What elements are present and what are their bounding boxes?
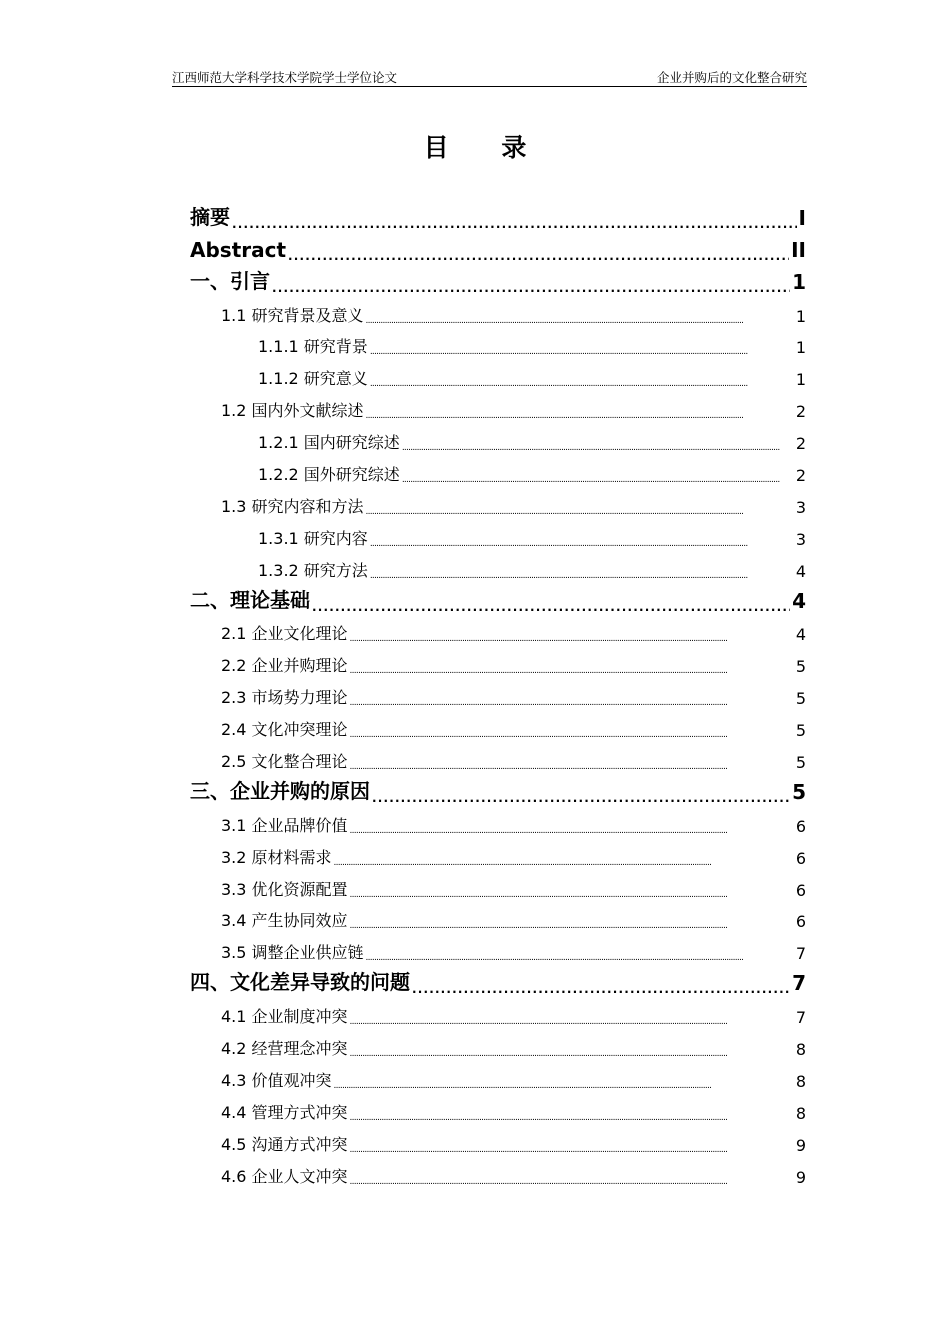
toc-entry-page: 6 xyxy=(795,816,806,836)
toc-entry[interactable] xyxy=(190,585,806,617)
toc-entry[interactable] xyxy=(190,840,806,872)
toc-leader-dots xyxy=(334,1082,794,1091)
toc-entry[interactable] xyxy=(190,521,806,553)
toc-entry[interactable] xyxy=(190,935,806,967)
toc-leader-dots xyxy=(350,667,794,676)
toc-entry-page: 3 xyxy=(795,497,806,517)
header-thesis-title: 企业并购后的文化整合研究 xyxy=(656,70,807,85)
toc-entry-label: 4.5 沟通方式冲突 xyxy=(221,1134,348,1154)
toc-entry-page: 6 xyxy=(795,880,806,900)
toc-title: 目 录 xyxy=(423,133,549,162)
toc-entry[interactable] xyxy=(190,872,806,904)
toc-leader-dots xyxy=(350,699,794,708)
toc-entry-page: 3 xyxy=(795,529,806,549)
toc-entry[interactable] xyxy=(190,553,806,585)
toc-leader-dots xyxy=(288,250,789,262)
toc-entry-page: 5 xyxy=(795,657,806,677)
toc-entry[interactable] xyxy=(190,744,806,776)
table-of-contents xyxy=(190,202,806,1191)
toc-entry-page: 5 xyxy=(795,721,806,741)
toc-leader-dots xyxy=(370,348,794,357)
toc-entry-label: 1.1.2 研究意义 xyxy=(258,369,368,389)
toc-entry[interactable] xyxy=(190,712,806,744)
toc-entry-page: II xyxy=(791,237,806,262)
toc-entry[interactable] xyxy=(190,1127,806,1159)
toc-leader-dots xyxy=(350,1146,794,1155)
toc-leader-dots xyxy=(402,476,794,485)
toc-entry-label: 三、企业并购的原因 xyxy=(190,778,370,803)
toc-entry-label: 四、文化差异导致的问题 xyxy=(190,970,410,995)
toc-leader-dots xyxy=(350,731,794,740)
toc-entry-label: 二、理论基础 xyxy=(190,587,310,612)
toc-entry-label: 4.1 企业制度冲突 xyxy=(221,1007,348,1027)
toc-entry[interactable] xyxy=(190,776,806,808)
toc-entry[interactable] xyxy=(190,967,806,999)
toc-entry-page: 6 xyxy=(795,848,806,868)
toc-entry[interactable] xyxy=(190,808,806,840)
toc-entry[interactable] xyxy=(190,1063,806,1095)
toc-leader-dots xyxy=(370,380,794,389)
toc-entry-label: 1.1.1 研究背景 xyxy=(258,337,368,357)
toc-entry-label: 4.6 企业人文冲突 xyxy=(221,1166,348,1186)
toc-entry[interactable] xyxy=(190,680,806,712)
toc-entry-page: 4 xyxy=(795,625,806,645)
toc-entry[interactable] xyxy=(190,393,806,425)
toc-entry-label: 2.3 市场势力理论 xyxy=(221,688,348,708)
toc-entry-label: 2.2 企业并购理论 xyxy=(221,656,348,676)
toc-leader-dots xyxy=(350,891,794,900)
toc-leader-dots xyxy=(350,635,794,644)
toc-entry[interactable] xyxy=(190,425,806,457)
toc-leader-dots xyxy=(412,983,790,995)
toc-entry-label: 2.5 文化整合理论 xyxy=(221,752,348,772)
toc-entry-label: 3.5 调整企业供应链 xyxy=(221,943,364,963)
toc-entry[interactable] xyxy=(190,202,806,234)
toc-entry-page: I xyxy=(798,205,806,230)
toc-entry-label: 3.3 优化资源配置 xyxy=(221,879,348,899)
toc-leader-dots xyxy=(350,827,794,836)
toc-entry[interactable] xyxy=(190,1031,806,1063)
toc-entry[interactable] xyxy=(190,457,806,489)
toc-entry-page: 7 xyxy=(795,944,806,964)
toc-entry-page: 2 xyxy=(795,402,806,422)
toc-entry-label: Abstract xyxy=(190,237,287,262)
toc-entry-label: 一、引言 xyxy=(190,268,270,293)
toc-entry-label: 3.1 企业品牌价值 xyxy=(221,815,348,835)
header-school: 江西师范大学科学技术学院学士学位论文 xyxy=(172,70,398,85)
toc-entry-page: 4 xyxy=(792,588,806,613)
toc-leader-dots xyxy=(350,1178,794,1187)
toc-leader-dots xyxy=(232,218,797,230)
toc-entry-page: 5 xyxy=(795,689,806,709)
toc-leader-dots xyxy=(312,601,790,613)
toc-entry-page: 9 xyxy=(795,1135,806,1155)
toc-entry-page: 1 xyxy=(792,269,806,294)
toc-entry-label: 3.4 产生协同效应 xyxy=(221,911,348,931)
toc-entry[interactable] xyxy=(190,298,806,330)
toc-leader-dots xyxy=(372,792,790,804)
toc-entry-label: 2.4 文化冲突理论 xyxy=(221,720,348,740)
toc-entry-label: 1.2.2 国外研究综述 xyxy=(258,465,400,485)
toc-entry-label: 2.1 企业文化理论 xyxy=(221,624,348,644)
toc-leader-dots xyxy=(334,859,794,868)
toc-entry-label: 3.2 原材料需求 xyxy=(221,847,332,867)
toc-entry-page: 1 xyxy=(795,306,806,326)
toc-entry-label: 1.3 研究内容和方法 xyxy=(221,496,364,516)
toc-leader-dots xyxy=(366,317,794,326)
toc-entry-page: 5 xyxy=(792,779,806,804)
toc-entry-label: 1.2.1 国内研究综述 xyxy=(258,433,400,453)
toc-entry[interactable] xyxy=(190,330,806,362)
toc-entry[interactable] xyxy=(190,617,806,649)
toc-entry[interactable] xyxy=(190,1159,806,1191)
toc-entry-label: 1.3.2 研究方法 xyxy=(258,560,368,580)
toc-entry-label: 摘要 xyxy=(190,204,230,229)
toc-entry-label: 4.2 经营理念冲突 xyxy=(221,1039,348,1059)
toc-leader-dots xyxy=(350,1050,794,1059)
toc-entry-page: 8 xyxy=(795,1040,806,1060)
toc-entry-page: 7 xyxy=(792,971,806,996)
toc-leader-dots xyxy=(402,444,794,453)
toc-leader-dots xyxy=(350,922,794,931)
toc-entry[interactable] xyxy=(190,648,806,680)
toc-entry-page: 9 xyxy=(795,1167,806,1187)
toc-entry[interactable] xyxy=(190,1095,806,1127)
toc-entry[interactable] xyxy=(190,489,806,521)
toc-entry[interactable] xyxy=(190,234,806,266)
toc-entry-page: 4 xyxy=(795,561,806,581)
toc-entry[interactable] xyxy=(190,266,806,298)
toc-entry-page: 2 xyxy=(795,466,806,486)
toc-entry-page: 2 xyxy=(795,434,806,454)
toc-entry-label: 1.2 国内外文献综述 xyxy=(221,401,364,421)
toc-entry[interactable] xyxy=(190,999,806,1031)
toc-leader-dots xyxy=(272,282,790,294)
toc-leader-dots xyxy=(350,763,794,772)
toc-leader-dots xyxy=(350,1114,794,1123)
toc-leader-dots xyxy=(366,508,794,517)
toc-entry-page: 6 xyxy=(795,912,806,932)
toc-entry-label: 4.3 价值观冲突 xyxy=(221,1070,332,1090)
toc-entry[interactable] xyxy=(190,361,806,393)
toc-entry-label: 1.3.1 研究内容 xyxy=(258,528,368,548)
toc-entry-page: 8 xyxy=(795,1103,806,1123)
toc-leader-dots xyxy=(370,540,794,549)
toc-leader-dots xyxy=(366,412,794,421)
toc-entry-page: 1 xyxy=(795,370,806,390)
toc-entry-page: 1 xyxy=(795,338,806,358)
toc-entry-label: 4.4 管理方式冲突 xyxy=(221,1102,348,1122)
toc-entry[interactable] xyxy=(190,904,806,936)
page-header xyxy=(172,68,807,87)
toc-entry-page: 7 xyxy=(795,1008,806,1028)
toc-entry-page: 5 xyxy=(795,753,806,773)
toc-entry-label: 1.1 研究背景及意义 xyxy=(221,305,364,325)
toc-entry-page: 8 xyxy=(795,1071,806,1091)
toc-leader-dots xyxy=(350,1018,794,1027)
toc-leader-dots xyxy=(366,954,794,963)
toc-leader-dots xyxy=(370,572,794,581)
